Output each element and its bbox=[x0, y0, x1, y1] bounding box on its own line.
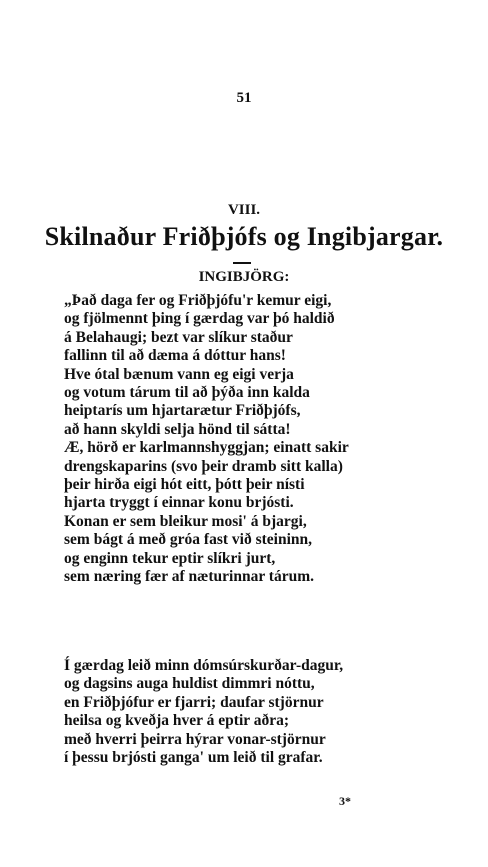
verse-line: hjarta tryggt í einnar konu brjósti. bbox=[64, 494, 294, 512]
stanza-2 bbox=[64, 657, 464, 767]
verse-line: og fjölmennt þing í gærdag var þó haldið bbox=[64, 310, 335, 328]
chapter-number: VIII. bbox=[227, 202, 261, 218]
verse-line: sem bágt á með gróa fast við steininn, bbox=[64, 531, 312, 549]
verse-line: með hverri þeirra hýrar vonar-stjörnur bbox=[64, 730, 326, 748]
verse-line: í þessu brjósti ganga' um leið til grafar. bbox=[64, 749, 323, 767]
verse-line: og votum tárum til að þýða inn kalda bbox=[64, 384, 310, 402]
verse-line: Í gærdag leið minn dómsúrskurðar-dagur, bbox=[64, 657, 344, 674]
signature-mark: 3* bbox=[339, 794, 351, 808]
page-number: 51 bbox=[236, 90, 252, 106]
chapter-title: Skilnaður Friðþjófs og Ingibjargar. bbox=[44, 222, 444, 251]
verse-line: fallinn til að dæma á dóttur hans! bbox=[64, 347, 286, 365]
verse-line: þeir hirða eigi hót eitt, þótt þeir nísti bbox=[64, 476, 305, 494]
verse-line: drengskaparins (svo þeir dramb sitt kalla) bbox=[64, 457, 343, 475]
verse-line: Konan er sem bleikur mosi' á bjargi, bbox=[64, 512, 307, 530]
verse-line: og enginn tekur eptir slíkri jurt, bbox=[64, 549, 276, 567]
verse-line: sem næring fær af næturinnar tárum. bbox=[64, 568, 315, 586]
verse-line: „Það daga fer og Friðþjófu'r kemur eigi, bbox=[64, 292, 332, 309]
verse-line: Hve ótal bænum vann eg eigi verja bbox=[64, 365, 294, 383]
speaker-name: INGIBJÖRG: bbox=[198, 269, 290, 285]
verse-line: að hann skyldi selja hönd til sátta! bbox=[64, 420, 291, 438]
stanza-1 bbox=[64, 292, 464, 587]
verse-line: heilsa og kveðja hver á eptir aðra; bbox=[64, 712, 290, 730]
verse-line: Æ, hörð er karlmannshyggjan; einatt sakir bbox=[64, 439, 349, 457]
verse-line: og dagsins auga huldist dimmri nóttu, bbox=[64, 675, 315, 693]
verse-line: en Friðþjófur er fjarri; daufar stjörnur bbox=[64, 693, 324, 711]
verse-line: á Belahaugi; bezt var slíkur staður bbox=[64, 328, 293, 346]
title-divider bbox=[233, 262, 251, 264]
verse-line: heiptarís um hjartarætur Friðþjófs, bbox=[64, 402, 301, 420]
